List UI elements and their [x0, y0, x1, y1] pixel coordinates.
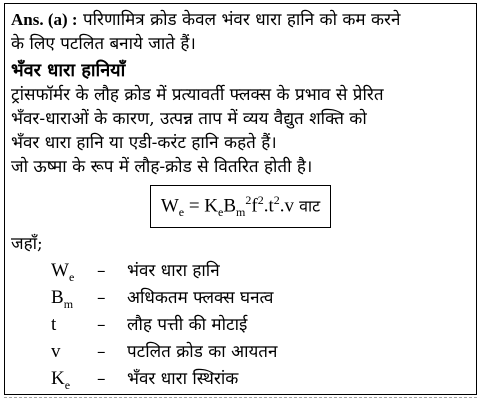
formula-t: .t: [263, 195, 274, 217]
eddy-current-formula: [150, 185, 331, 228]
section-heading: भँवर धारा हानियाँ: [11, 60, 126, 81]
legend-dash: –: [97, 288, 106, 309]
legend-dash: –: [97, 315, 106, 336]
formula-lhs-sub: e: [178, 205, 185, 220]
paragraph-line-2: भँवर-धाराओं के कारण, उत्पन्न ताप में व्यय वैद्युत शक्ति को: [11, 109, 367, 129]
legend-description: भंवर धारा हानि: [127, 261, 220, 282]
formula-t-sup: 2: [273, 193, 280, 207]
formula-k-sub: e: [218, 205, 224, 220]
legend-symbol: t: [51, 314, 57, 336]
where-label: जहाँ;: [11, 234, 43, 255]
legend-row: [11, 258, 470, 285]
legend-symbol: v: [51, 341, 61, 363]
answer-line-1: [11, 8, 470, 32]
formula-b: B: [223, 195, 237, 217]
legend-dash: –: [97, 342, 106, 363]
formula-f: f: [251, 195, 258, 217]
formula-b-sup: 2: [245, 193, 252, 207]
legend-row: [11, 366, 470, 393]
paragraph-line-1: ट्रांसफॉर्मर के लौह क्रोड में प्रत्यावर्ती फ्लक्स के प्रभाव से प्रेरित: [11, 85, 384, 105]
next-page-edge: [4, 397, 477, 401]
legend-symbol: $B_m$: [51, 287, 74, 311]
legend-symbol: $W_e$: [51, 260, 75, 284]
answer-label: Ans. (a) :: [11, 10, 78, 29]
formula-unit: वाट: [293, 196, 321, 216]
legend-dash: –: [97, 261, 106, 282]
formula-b-sub: m: [236, 205, 246, 220]
legend-row: [11, 339, 470, 366]
formula-lhs: W: [160, 195, 179, 217]
legend-description: भँवर धारा स्थिरांक: [127, 369, 239, 390]
legend-row: [11, 285, 470, 312]
answer-box: [4, 3, 477, 395]
formula-container: [11, 185, 470, 228]
legend-dash: –: [97, 369, 106, 390]
legend-description: अधिकतम फ्लक्स घनत्व: [127, 288, 274, 309]
legend-row: [11, 312, 470, 339]
formula-v: .v: [279, 195, 294, 217]
answer-text: परिणामित्र क्रोड केवल भंवर धारा हानि को कम करने: [83, 10, 401, 30]
paragraph-line-4: जो ऊष्मा के रूप में लौह-क्रोड से वितरित होती है।: [11, 157, 313, 177]
legend-description: पटलित क्रोड का आयतन: [127, 342, 278, 363]
symbol-legend: [11, 258, 470, 393]
legend-description: लौह पत्ती की मोटाई: [127, 315, 248, 336]
formula-f-sup: 2: [257, 193, 264, 207]
answer-line-2: के लिए पटलित बनाये जाते हैं।: [11, 34, 196, 54]
formula-equals-k: = K: [184, 195, 219, 217]
legend-symbol: $K_e$: [51, 368, 71, 392]
paragraph-line-3: भँवर धारा हानि या एडी-करंट हानि कहते हैं।: [11, 133, 277, 153]
